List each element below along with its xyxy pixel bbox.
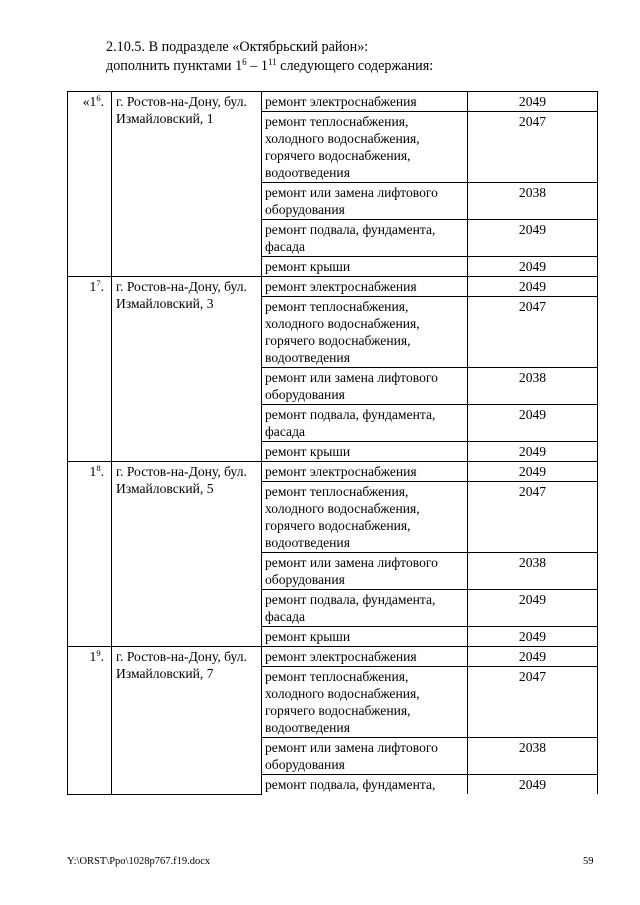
work-year: 2049 (468, 775, 598, 795)
table-row (68, 277, 598, 297)
work-type: ремонт крыши (262, 257, 468, 277)
item-number-dot: . (100, 464, 104, 479)
work-type: ремонт или замена лифтового оборудования (262, 368, 468, 405)
building-address: г. Ростов-на-Дону, бул. Измайловский, 5 (112, 462, 262, 647)
footer-file-path: Y:\ORST\Ppo\1028p767.f19.docx (67, 856, 211, 867)
intro-line-2-suffix: следующего содержания: (276, 58, 434, 74)
work-type: ремонт подвала, фундамента, фасада (262, 590, 468, 627)
work-type: ремонт крыши (262, 627, 468, 647)
work-year: 2038 (468, 553, 598, 590)
item-number-base: 1 (89, 464, 97, 479)
intro-sup-end: 11 (267, 57, 277, 67)
work-year: 2049 (468, 590, 598, 627)
work-year: 2049 (468, 462, 598, 482)
item-number (68, 277, 112, 462)
work-year: 2049 (468, 257, 598, 277)
item-number-dot: . (100, 279, 104, 294)
work-year: 2038 (468, 738, 598, 775)
work-type: ремонт теплоснабжения, холодного водоснабжения, горячего водоснабжения, водоотведения (262, 482, 468, 553)
work-type: ремонт или замена лифтового оборудования (262, 738, 468, 775)
item-number (68, 462, 112, 647)
work-type: ремонт теплоснабжения, холодного водоснабжения, горячего водоснабжения, водоотведения (262, 667, 468, 738)
work-type: ремонт крыши (262, 442, 468, 462)
item-number-sup: 7 (96, 278, 101, 288)
work-type: ремонт подвала, фундамента, фасада (262, 220, 468, 257)
item-number-sup: 6 (96, 93, 101, 103)
table-row (68, 647, 598, 667)
work-type: ремонт теплоснабжения, холодного водоснабжения, горячего водоснабжения, водоотведения (262, 297, 468, 368)
intro-paragraph (106, 38, 433, 76)
item-number-base: 1 (89, 649, 97, 664)
item-number-sup: 8 (96, 463, 101, 473)
work-year: 2049 (468, 405, 598, 442)
work-type: ремонт электроснабжения (262, 462, 468, 482)
item-number-dot: . (100, 94, 104, 109)
work-year: 2038 (468, 183, 598, 220)
building-address: г. Ростов-на-Дону, бул. Измайловский, 3 (112, 277, 262, 462)
work-type: ремонт электроснабжения (262, 647, 468, 667)
work-type: ремонт подвала, фундамента, фасада (262, 405, 468, 442)
item-number (68, 647, 112, 795)
work-year: 2049 (468, 647, 598, 667)
table-row (68, 462, 598, 482)
work-year: 2049 (468, 92, 598, 112)
work-year: 2049 (468, 277, 598, 297)
item-number-sup: 9 (96, 648, 101, 658)
intro-line-2-mid: – 1 (246, 58, 268, 74)
work-year: 2049 (468, 220, 598, 257)
work-type: ремонт теплоснабжения, холодного водоснабжения, горячего водоснабжения, водоотведения (262, 112, 468, 183)
work-type: ремонт подвала, фундамента, (262, 775, 468, 795)
building-address: г. Ростов-на-Дону, бул. Измайловский, 7 (112, 647, 262, 795)
work-type: ремонт или замена лифтового оборудования (262, 553, 468, 590)
work-year: 2047 (468, 482, 598, 553)
work-type: ремонт электроснабжения (262, 92, 468, 112)
work-year: 2047 (468, 112, 598, 183)
item-number-base: «1 (82, 94, 97, 109)
work-type: ремонт электроснабжения (262, 277, 468, 297)
item-number (68, 92, 112, 277)
intro-line-2 (106, 57, 433, 76)
buildings-table (67, 91, 598, 795)
intro-sup-start: 6 (242, 57, 247, 67)
intro-line-1: 2.10.5. В подразделе «Октябрьский район»: (106, 39, 369, 55)
item-number-dot: . (100, 649, 104, 664)
work-type: ремонт или замена лифтового оборудования (262, 183, 468, 220)
table-row (68, 92, 598, 112)
intro-line-2-prefix: дополнить пунктами 1 (106, 58, 243, 74)
work-year: 2038 (468, 368, 598, 405)
work-year: 2049 (468, 442, 598, 462)
work-year: 2049 (468, 627, 598, 647)
work-year: 2047 (468, 667, 598, 738)
building-address: г. Ростов-на-Дону, бул. Измайловский, 1 (112, 92, 262, 277)
work-year: 2047 (468, 297, 598, 368)
footer-page-number: 59 (583, 856, 594, 867)
item-number-base: 1 (89, 279, 97, 294)
